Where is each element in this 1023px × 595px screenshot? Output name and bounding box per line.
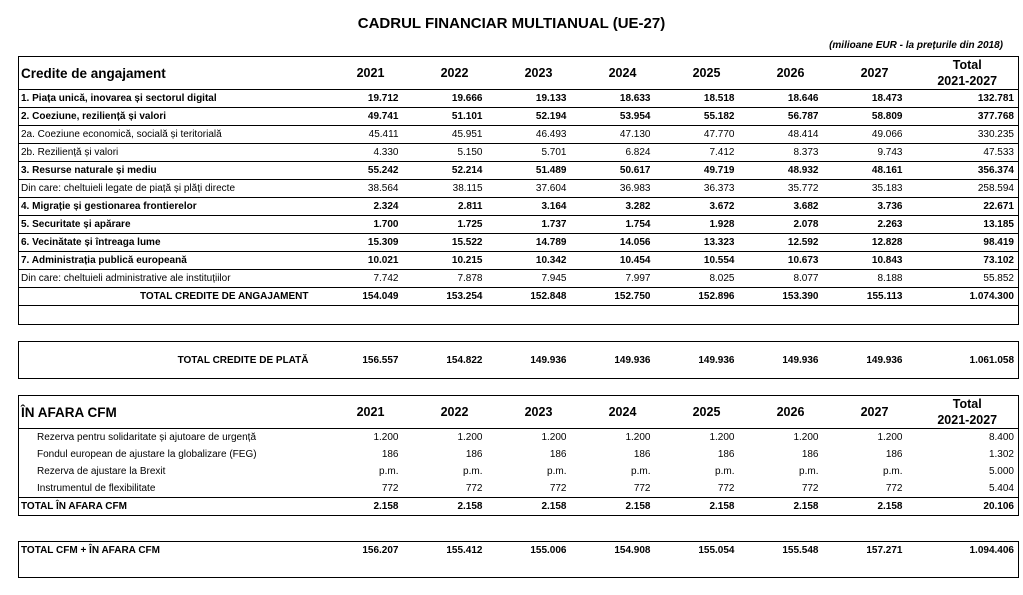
- header-total: [917, 396, 1019, 429]
- header-total-line: Total: [952, 58, 982, 72]
- row-value: 7.412: [665, 144, 749, 162]
- row-value: 10.843: [833, 252, 917, 270]
- row-value: 56.787: [749, 108, 833, 126]
- total-value: 149.936: [866, 354, 903, 366]
- row-value: p.m.: [799, 466, 819, 477]
- row-value: 52.214: [413, 162, 497, 180]
- table-row: [19, 429, 1019, 447]
- row-value: 2.078: [749, 216, 833, 234]
- row-value: 73.102: [917, 252, 1019, 270]
- row-value: 7.945: [497, 270, 581, 288]
- row-value: 2.811: [413, 198, 497, 216]
- total-value: 156.207: [362, 545, 399, 556]
- total-value: 153.390: [749, 288, 833, 306]
- row-value: 19.666: [413, 90, 497, 108]
- row-value: 772: [549, 483, 567, 494]
- total-value: 2.158: [329, 498, 413, 516]
- total-value: 20.106: [917, 498, 1019, 516]
- row-value: 14.056: [581, 234, 665, 252]
- row-value: 772: [633, 483, 651, 494]
- row-value: 1.200: [709, 432, 735, 443]
- header-year: 2025: [692, 66, 721, 80]
- row-label: 3. Resurse naturale și mediu: [19, 162, 329, 180]
- total-value: 1.094.406: [969, 545, 1014, 556]
- row-value: 48.161: [833, 162, 917, 180]
- total-value: 1.074.300: [917, 288, 1019, 306]
- row-value: 58.809: [833, 108, 917, 126]
- spacer-row: [19, 372, 1019, 379]
- row-value: 38.564: [329, 180, 413, 198]
- row-value: 50.617: [581, 162, 665, 180]
- row-value: 55.852: [917, 270, 1019, 288]
- header-year: 2022: [440, 66, 469, 80]
- row-value: 19.133: [497, 90, 581, 108]
- row-value: 3.282: [581, 198, 665, 216]
- total-row: [19, 498, 1019, 516]
- total-value: 155.054: [698, 545, 735, 556]
- row-value: 45.411: [329, 126, 413, 144]
- row-value: 8.077: [749, 270, 833, 288]
- row-value: 53.954: [581, 108, 665, 126]
- row-value: 10.342: [497, 252, 581, 270]
- row-value: 49.066: [833, 126, 917, 144]
- total-value: 155.412: [446, 545, 483, 556]
- row-value: 18.473: [833, 90, 917, 108]
- row-value: 10.554: [665, 252, 749, 270]
- row-value: 22.671: [917, 198, 1019, 216]
- total-value: 152.848: [497, 288, 581, 306]
- row-label: Instrumentul de flexibilitate: [37, 483, 156, 494]
- total-value: 153.254: [413, 288, 497, 306]
- total-value: 155.006: [530, 545, 567, 556]
- row-value: 3.164: [497, 198, 581, 216]
- row-value: 98.419: [917, 234, 1019, 252]
- row-value: 35.772: [749, 180, 833, 198]
- row-value: 186: [465, 449, 483, 460]
- row-value: 330.235: [917, 126, 1019, 144]
- total-value: 2.158: [833, 498, 917, 516]
- row-value: 7.878: [413, 270, 497, 288]
- row-value: 186: [633, 449, 651, 460]
- header-year: 2021: [356, 66, 385, 80]
- row-value: 13.185: [917, 216, 1019, 234]
- row-value: 1.302: [988, 449, 1014, 460]
- table-row: [19, 90, 1019, 108]
- row-value: 186: [885, 449, 903, 460]
- row-value: 47.130: [581, 126, 665, 144]
- row-value: 186: [717, 449, 735, 460]
- row-value: 18.646: [749, 90, 833, 108]
- row-value: 356.374: [917, 162, 1019, 180]
- total-row: [19, 542, 1019, 560]
- header-year: 2023: [524, 405, 553, 419]
- total-value: 154.908: [614, 545, 651, 556]
- header-year: 2027: [860, 405, 889, 419]
- header-label: Credite de angajament: [21, 65, 166, 81]
- row-value: 10.215: [413, 252, 497, 270]
- total-value: 2.158: [497, 498, 581, 516]
- row-value: 49.741: [329, 108, 413, 126]
- table-header: [19, 396, 1019, 429]
- row-value: 1.725: [413, 216, 497, 234]
- total-row: [19, 348, 1019, 372]
- row-label: Rezerva de ajustare la Brexit: [37, 466, 166, 477]
- row-value: 772: [381, 483, 399, 494]
- total-value: 2.158: [665, 498, 749, 516]
- total-value: 1.061.058: [969, 354, 1015, 366]
- row-value: 12.828: [833, 234, 917, 252]
- row-value: 49.719: [665, 162, 749, 180]
- row-value: 1.200: [793, 432, 819, 443]
- total-value: 149.936: [614, 354, 651, 366]
- row-value: 8.025: [665, 270, 749, 288]
- row-value: 1.700: [329, 216, 413, 234]
- row-value: 47.770: [665, 126, 749, 144]
- total-label: TOTAL ÎN AFARA CFM: [19, 498, 329, 516]
- row-value: 7.742: [329, 270, 413, 288]
- row-value: 5.701: [497, 144, 581, 162]
- total-value: 155.548: [782, 545, 819, 556]
- row-value: 377.768: [917, 108, 1019, 126]
- spacer-cell: [19, 559, 1019, 578]
- row-value: p.m.: [715, 466, 735, 477]
- total-value: 2.158: [749, 498, 833, 516]
- row-value: 1.737: [497, 216, 581, 234]
- header-year: 2027: [860, 66, 889, 80]
- row-value: 1.200: [457, 432, 483, 443]
- row-value: 772: [801, 483, 819, 494]
- row-value: 1.200: [877, 432, 903, 443]
- row-value: p.m.: [463, 466, 483, 477]
- row-value: 15.522: [413, 234, 497, 252]
- row-value: 186: [801, 449, 819, 460]
- header-year: 2024: [608, 66, 637, 80]
- row-value: 3.672: [665, 198, 749, 216]
- total-label: TOTAL CFM + ÎN AFARA CFM: [21, 545, 160, 556]
- row-value: 55.242: [329, 162, 413, 180]
- row-value: 3.682: [749, 198, 833, 216]
- row-value: 772: [717, 483, 735, 494]
- row-value: 36.983: [581, 180, 665, 198]
- row-value: 36.373: [665, 180, 749, 198]
- outside-mff-table: [18, 395, 1019, 516]
- row-value: 14.789: [497, 234, 581, 252]
- row-value: 6.824: [581, 144, 665, 162]
- row-value: 258.594: [917, 180, 1019, 198]
- row-label: 6. Vecinătate și întreaga lume: [19, 234, 329, 252]
- spacer-cell: [19, 306, 1019, 325]
- row-label: Rezerva pentru solidaritate și ajutoare de urgență: [37, 432, 257, 443]
- row-label: 4. Migrație și gestionarea frontierelor: [19, 198, 329, 216]
- row-value: 7.997: [581, 270, 665, 288]
- row-value: 35.183: [833, 180, 917, 198]
- row-value: 1.928: [665, 216, 749, 234]
- row-value: p.m.: [883, 466, 903, 477]
- header-year: 2026: [776, 405, 805, 419]
- spacer-cell: [19, 372, 1019, 379]
- total-value: 157.271: [866, 545, 903, 556]
- total-value: 149.936: [530, 354, 567, 366]
- row-value: 18.633: [581, 90, 665, 108]
- table-header: [19, 57, 1019, 90]
- row-value: 48.414: [749, 126, 833, 144]
- row-label: Din care: cheltuieli administrative ale instituțiilor: [19, 270, 329, 288]
- header-year: 2025: [692, 405, 721, 419]
- row-label: 2b. Reziliență și valori: [19, 144, 329, 162]
- total-value: 2.158: [413, 498, 497, 516]
- table-row: [19, 162, 1019, 180]
- total-value: 154.822: [446, 354, 483, 366]
- row-value: 19.712: [329, 90, 413, 108]
- row-label: Fondul european de ajustare la globalizare (FEG): [37, 449, 257, 460]
- row-value: p.m.: [547, 466, 567, 477]
- header-total-line: 2021-2027: [937, 413, 998, 427]
- row-value: 4.330: [329, 144, 413, 162]
- row-value: 10.021: [329, 252, 413, 270]
- row-value: 45.951: [413, 126, 497, 144]
- table-row: [19, 234, 1019, 252]
- row-value: 38.115: [413, 180, 497, 198]
- payments-table: [18, 341, 1019, 379]
- header-year: 2021: [356, 405, 385, 419]
- total-label: TOTAL CREDITE DE PLATĂ: [177, 354, 309, 366]
- grand-total-table: [18, 541, 1019, 578]
- row-value: 48.932: [749, 162, 833, 180]
- unit-note: (milioane EUR - la prețurile din 2018): [829, 40, 1003, 51]
- row-value: 8.373: [749, 144, 833, 162]
- total-value: 149.936: [698, 354, 735, 366]
- total-value: 149.936: [782, 354, 819, 366]
- header-total: [917, 57, 1019, 90]
- row-value: 2.263: [833, 216, 917, 234]
- row-value: 132.781: [917, 90, 1019, 108]
- spacer-row: [19, 306, 1019, 325]
- row-value: 5.404: [988, 483, 1014, 494]
- row-value: 51.489: [497, 162, 581, 180]
- row-value: 13.323: [665, 234, 749, 252]
- total-value: 152.896: [665, 288, 749, 306]
- header-year: 2022: [440, 405, 469, 419]
- row-label: 2a. Coeziune economică, socială și teritorială: [19, 126, 329, 144]
- row-label: 2. Coeziune, reziliență și valori: [19, 108, 329, 126]
- table-row: [19, 198, 1019, 216]
- row-value: 186: [381, 449, 399, 460]
- table-row: [19, 270, 1019, 288]
- row-value: 772: [465, 483, 483, 494]
- row-value: 47.533: [917, 144, 1019, 162]
- row-value: 1.200: [373, 432, 399, 443]
- row-value: 1.200: [625, 432, 651, 443]
- row-value: 8.400: [988, 432, 1014, 443]
- total-label: TOTAL CREDITE DE ANGAJAMENT: [19, 288, 329, 306]
- table-row: [19, 480, 1019, 498]
- row-value: 2.324: [329, 198, 413, 216]
- total-row: [19, 288, 1019, 306]
- table-row: [19, 463, 1019, 480]
- row-value: 10.454: [581, 252, 665, 270]
- total-value: 156.557: [362, 354, 399, 366]
- row-value: 51.101: [413, 108, 497, 126]
- row-value: 18.518: [665, 90, 749, 108]
- row-value: 3.736: [833, 198, 917, 216]
- row-value: 37.604: [497, 180, 581, 198]
- row-value: 55.182: [665, 108, 749, 126]
- header-year: 2026: [776, 66, 805, 80]
- total-value: 2.158: [581, 498, 665, 516]
- table-row: [19, 144, 1019, 162]
- spacer-row: [19, 559, 1019, 578]
- row-value: 15.309: [329, 234, 413, 252]
- table-row: [19, 252, 1019, 270]
- table-row: [19, 216, 1019, 234]
- row-value: 1.200: [541, 432, 567, 443]
- row-label: Din care: cheltuieli legate de piață și plăți directe: [19, 180, 329, 198]
- header-total-line: 2021-2027: [937, 74, 998, 88]
- header-total-line: Total: [952, 397, 982, 411]
- header-label: ÎN AFARA CFM: [21, 404, 117, 420]
- row-value: 1.754: [581, 216, 665, 234]
- row-value: 8.188: [833, 270, 917, 288]
- row-value: 52.194: [497, 108, 581, 126]
- header-year: 2023: [524, 66, 553, 80]
- table-row: [19, 180, 1019, 198]
- row-value: 10.673: [749, 252, 833, 270]
- row-label: 1. Piața unică, inovarea și sectorul digital: [19, 90, 329, 108]
- row-value: 186: [549, 449, 567, 460]
- row-value: 772: [885, 483, 903, 494]
- row-value: 9.743: [833, 144, 917, 162]
- row-label: 5. Securitate și apărare: [19, 216, 329, 234]
- row-value: 5.150: [413, 144, 497, 162]
- row-value: p.m.: [379, 466, 399, 477]
- total-value: 152.750: [581, 288, 665, 306]
- table-row: [19, 446, 1019, 463]
- table-row: [19, 126, 1019, 144]
- row-value: 12.592: [749, 234, 833, 252]
- commitments-table: [18, 56, 1019, 325]
- total-value: 154.049: [329, 288, 413, 306]
- table-row: [19, 108, 1019, 126]
- row-label: 7. Administrația publică europeană: [19, 252, 329, 270]
- total-value: 155.113: [833, 288, 917, 306]
- row-value: p.m.: [631, 466, 651, 477]
- header-year: 2024: [608, 405, 637, 419]
- page-title: CADRUL FINANCIAR MULTIANUAL (UE-27): [357, 15, 666, 32]
- row-value: 46.493: [497, 126, 581, 144]
- row-value: 5.000: [988, 466, 1014, 477]
